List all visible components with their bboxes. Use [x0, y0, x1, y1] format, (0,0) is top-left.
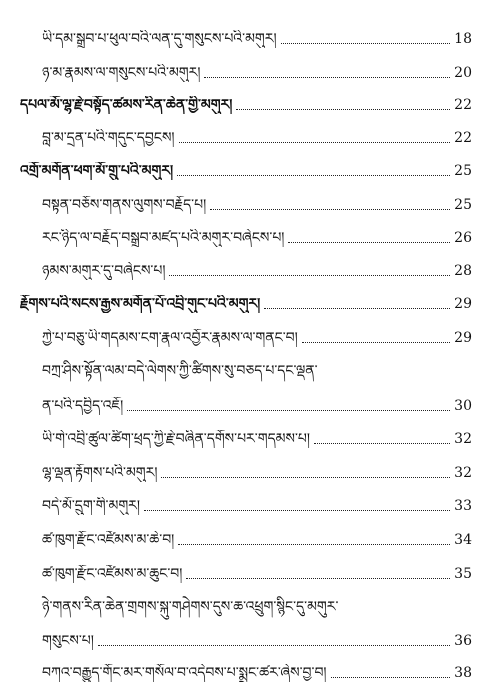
toc-entry-title-line: ཉེ་གནས་རིན་ཆེན་གྲགས་སྐུ་གཤེགས་དུས་ཆ་འཕྲུག་སྙིང་དུ་མགུར་	[42, 599, 339, 615]
toc-entry-title: འགྲོ་མགོན་ཕག་མོ་གྲུ་པའི་མགུར།	[20, 163, 174, 179]
dot-leader	[204, 76, 450, 78]
toc-entry[interactable]	[42, 229, 472, 247]
toc-page-number: 30	[454, 398, 472, 414]
toc-page-number: 26	[454, 230, 472, 246]
dot-leader	[314, 442, 450, 444]
toc-entry[interactable]	[42, 30, 472, 48]
toc-page-number: 25	[454, 197, 472, 213]
toc-entry-title: བཀའ་བརྒྱུད་གོང་མར་གསོལ་བ་འདེབས་པ་སྨྲང་ཚར་ཞེས་བྱ་བ།	[42, 665, 327, 681]
toc-page-number: 25	[454, 163, 472, 179]
toc-entry-title: ཚ་ཁུག་རྫོང་འཛོམས་མ་ཆེ་བ།	[42, 532, 175, 548]
toc-entry[interactable]	[42, 196, 472, 214]
toc-entry[interactable]	[42, 464, 472, 482]
dot-leader	[161, 476, 450, 478]
toc-entry-title: ལྷ་ལྡན་རྟོགས་པའི་མགུར།	[42, 465, 158, 481]
dot-leader	[98, 644, 450, 646]
toc-entry[interactable]	[42, 565, 472, 583]
toc-entry[interactable]	[42, 531, 472, 549]
toc-page-number: 35	[454, 566, 472, 582]
toc-entry-title: ཡི་དམ་སྒྲུབ་པ་ཕུལ་བའི་ལན་དུ་གསུངས་པའི་མགུར།	[42, 31, 277, 47]
toc-page-number: 32	[454, 465, 472, 481]
toc-entry-title: བླ་མ་དྲན་པའི་གདུང་དབྱངས།	[42, 130, 175, 146]
toc-page-number: 18	[454, 31, 472, 47]
toc-page-number: 20	[454, 65, 472, 81]
toc-entry[interactable]	[42, 64, 472, 82]
dot-leader	[144, 509, 450, 511]
toc-entry[interactable]	[42, 497, 472, 515]
toc-entry[interactable]	[42, 664, 472, 682]
toc-page-number: 33	[454, 498, 472, 514]
toc-page-number: 22	[454, 130, 472, 146]
toc-page-number: 38	[454, 665, 472, 681]
toc-page-number: 36	[454, 633, 472, 649]
toc-page-number: 29	[454, 296, 472, 312]
toc-entry[interactable]	[20, 162, 472, 180]
toc-entry-title: ན་པའི་དབྱིད་འཇོ།	[42, 398, 124, 414]
dot-leader	[302, 341, 450, 343]
dot-leader	[281, 42, 451, 44]
toc-entry-title: བདེ་མོ་དྲུག་གི་མགུར།	[42, 498, 140, 514]
toc-entry-title: དཔལ་མོ་ལྷ་རྗེ་བསྟོད་ཚམས་རིན་ཆེན་གྱི་མགུར།	[20, 97, 233, 113]
dot-leader	[179, 141, 451, 143]
toc-entry[interactable]	[42, 262, 472, 280]
toc-entry-title: ཉམས་མགུར་དུ་བཞེངས་པ།	[42, 263, 166, 279]
toc-page-number: 22	[454, 97, 472, 113]
toc-entry[interactable]	[20, 96, 472, 114]
dot-leader	[186, 577, 450, 579]
toc-page-number: 34	[454, 532, 472, 548]
dot-leader	[288, 241, 450, 243]
dot-leader	[210, 208, 450, 210]
toc-page-number: 32	[454, 431, 472, 447]
toc-entry[interactable]	[42, 129, 472, 147]
dot-leader	[236, 108, 450, 110]
dot-leader	[177, 174, 450, 176]
toc-entry[interactable]	[42, 632, 472, 650]
toc-entry-title-line: བཀྲ་ཤིས་སྟོན་ལམ་བདེ་ལེགས་ཀྱི་ཚིགས་སུ་བཅད་པ་དང་ལྡན་	[42, 363, 318, 379]
toc-entry[interactable]	[42, 397, 472, 415]
toc-page-number: 29	[454, 330, 472, 346]
dot-leader	[127, 409, 450, 411]
toc-entry[interactable]	[42, 430, 472, 448]
toc-page-number: 28	[454, 263, 472, 279]
toc-entry[interactable]	[42, 329, 472, 347]
toc-entry-title: རང་ཉིད་ལ་བརྗོད་བསྒྲུབ་མཛད་པའི་མགུར་བཞེངས་པ།	[42, 230, 285, 246]
dot-leader	[264, 307, 450, 309]
dot-leader	[178, 543, 450, 545]
dot-leader	[169, 274, 450, 276]
toc-entry[interactable]	[20, 295, 472, 313]
toc-entry-title: བསྟན་བཅོས་གནས་ལུགས་བརྗོད་པ།	[42, 197, 207, 213]
toc-entry-title: རྗོགས་པའི་སངས་རྒྱས་མགོན་པོ་འབྲི་གུང་པའི་མགུར།	[20, 296, 261, 312]
toc-entry-title: ཀྱེ་པ་བཅུ་ཡི་གདམས་ངག་རྣལ་འབྱོར་རྣམས་ལ་གནང་བ།	[42, 330, 298, 346]
toc-entry-title: ཡི་གེ་འབྲི་ཚུལ་ཚིག་ཕྲད་ཀྱི་རྗེ་བཞིན་དགོས་པར་གདམས་པ།	[42, 431, 310, 447]
toc-entry-title: ཚ་ཁུག་རྫོང་འཛོམས་མ་ཆུང་བ།	[42, 566, 183, 582]
dot-leader	[331, 676, 451, 678]
toc-entry-title: ཉ་མ་རྣམས་ལ་གསུངས་པའི་མགུར།	[42, 65, 201, 81]
toc-entry-title: གསུངས་པ།	[42, 633, 94, 649]
